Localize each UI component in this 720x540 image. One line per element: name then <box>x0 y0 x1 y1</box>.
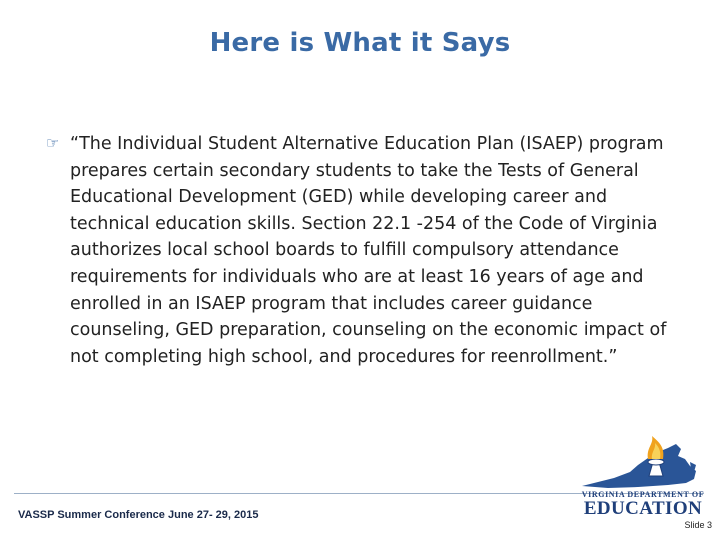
logo-text-bottom: EDUCATION <box>583 498 703 519</box>
slide-title: Here is What it Says <box>209 28 511 58</box>
logo-text-top: VIRGINIA DEPARTMENT OF <box>581 490 705 499</box>
slide-number: Slide 3 <box>684 520 712 530</box>
quote-text: “The Individual Student Alternative Education Plan (ISAEP) program prepares certain secondary students to take the Tests of General Educational Development (GED) while developing career and technical education skills. Section 22.1 -254 of the Code of Virginia authorizes local school boards to fulfill compulsory attendance requirements for individuals who are at least 16 years of age and enrolled in an ISAEP program that includes career guidance counseling, GED preparation, counseling on the economic impact of not completing high school, and procedures for reenrollment.” <box>70 134 667 367</box>
virginia-torch-icon <box>578 432 708 492</box>
pointing-hand-icon: ☞ <box>46 134 60 152</box>
footer-conference: VASSP Summer Conference June 27- 29, 2015 <box>18 509 259 521</box>
vdoe-logo <box>578 432 708 532</box>
